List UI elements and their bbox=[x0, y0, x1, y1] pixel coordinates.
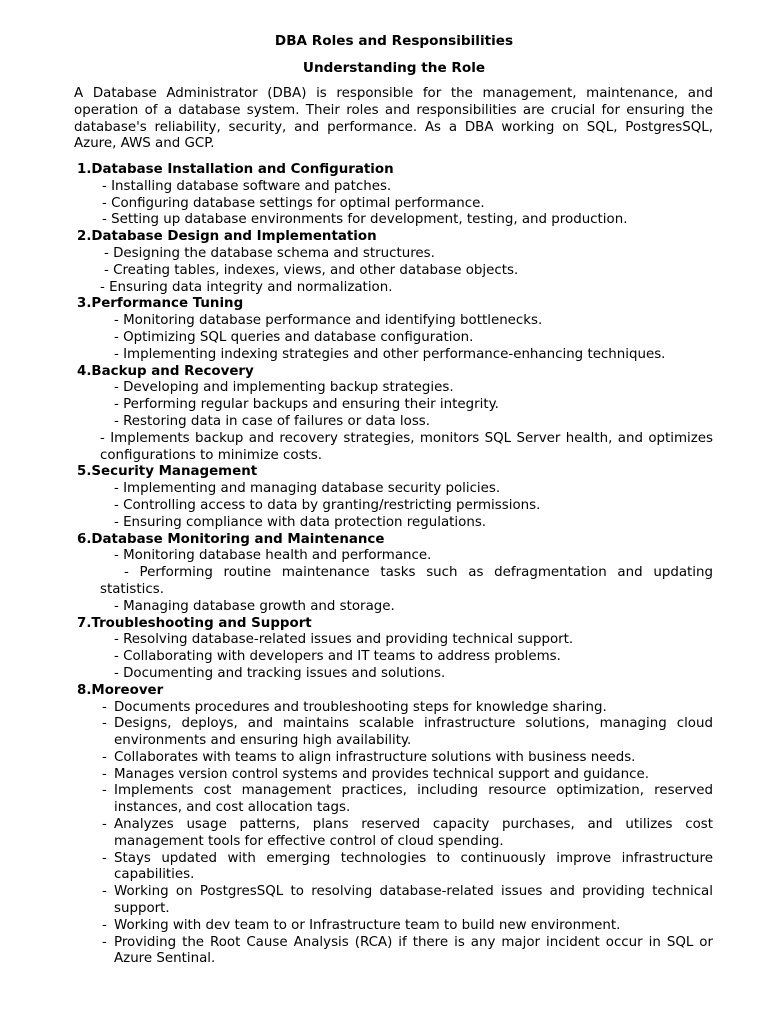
section-heading: 8.Moreover bbox=[77, 682, 164, 698]
list-item: - Ensuring compliance with data protection regulations. bbox=[114, 514, 487, 530]
list-item bbox=[102, 917, 713, 935]
list-item: - Ensuring data integrity and normalization. bbox=[100, 279, 393, 295]
bullet-dash: - bbox=[102, 850, 107, 866]
list-item bbox=[102, 749, 713, 767]
list-item: - Developing and implementing backup strategies. bbox=[114, 380, 454, 396]
list-item: - Resolving database-related issues and providing technical support. bbox=[114, 632, 574, 648]
list-item: - Monitoring database performance and identifying bottlenecks. bbox=[114, 313, 543, 329]
document-title: DBA Roles and Responsibilities bbox=[274, 33, 514, 49]
list-item: - Performing routine maintenance tasks such as defragmentation and updating statistics. bbox=[100, 565, 713, 597]
list-item-text: Collaborates with teams to align infrastructure solutions with business needs. bbox=[114, 749, 636, 765]
section-3 bbox=[0, 296, 768, 363]
list-item: - Documenting and tracking issues and solutions. bbox=[114, 665, 446, 681]
section-heading: 1.Database Installation and Configuration bbox=[77, 162, 394, 177]
section-heading: 4.Backup and Recovery bbox=[77, 363, 254, 379]
section-2 bbox=[0, 229, 768, 296]
list-item-text: Providing the Root Cause Analysis (RCA) if there is any major incident occur in SQL or Azure Sentinal. bbox=[114, 934, 713, 967]
section-6 bbox=[0, 532, 768, 616]
section-heading: 3.Performance Tuning bbox=[77, 296, 244, 312]
list-item: - Implements backup and recovery strategies, monitors SQL Server health, and optimizes configurations to minimize costs. bbox=[100, 430, 713, 463]
list-item: - Setting up database environments for development, testing, and production. bbox=[102, 212, 628, 228]
section-heading: 7.Troubleshooting and Support bbox=[77, 615, 312, 631]
list-item: - Creating tables, indexes, views, and other database objects. bbox=[104, 262, 519, 278]
bullet-dash: - bbox=[102, 917, 107, 933]
bullet-dash: - bbox=[102, 749, 107, 765]
list-item: - Controlling access to data by granting/restricting permissions. bbox=[114, 497, 541, 513]
list-item bbox=[102, 783, 713, 817]
list-item bbox=[102, 884, 713, 918]
bullet-dash: - bbox=[102, 783, 107, 799]
list-item-text: Manages version control systems and provides technical support and guidance. bbox=[114, 766, 649, 782]
list-item bbox=[102, 850, 713, 885]
list-item: - Managing database growth and storage. bbox=[114, 598, 395, 614]
section-heading: 5.Security Management bbox=[77, 464, 258, 480]
list-item: - Installing database software and patches. bbox=[102, 178, 392, 194]
list-item bbox=[102, 716, 713, 750]
list-item-text: Analyzes usage patterns, plans reserved capacity purchases, and utilizes cost management tools for effective control of cloud spending. bbox=[114, 817, 713, 849]
list-item-text: Designs, deploys, and maintains scalable infrastructure solutions, managing cloud environments and ensuring high availability. bbox=[114, 716, 713, 749]
section-1 bbox=[0, 162, 768, 229]
bullet-dash: - bbox=[102, 716, 107, 732]
list-item: - Restoring data in case of failures or data loss. bbox=[114, 413, 431, 429]
list-item-text: Working on PostgresSQL to resolving database-related issues and providing technical support. bbox=[114, 884, 713, 917]
list-item bbox=[102, 699, 713, 717]
section-5 bbox=[0, 464, 768, 531]
bullet-dash: - bbox=[102, 934, 107, 950]
list-item: - Monitoring database health and performance. bbox=[114, 548, 432, 564]
list-item: - Collaborating with developers and IT teams to address problems. bbox=[114, 649, 561, 665]
section-4 bbox=[0, 364, 768, 465]
list-item bbox=[102, 766, 713, 784]
intro-paragraph: A Database Administrator (DBA) is responsible for the management, maintenance, and operation of a database system. Their roles and responsibilities are crucial for ensuring the database's reliability, security, and performance. As a DBA working on SQL, PostgresSQL, Azure, AWS and GCP. bbox=[74, 86, 713, 152]
sections-list bbox=[0, 162, 768, 968]
list-item: - Performing regular backups and ensuring their integrity. bbox=[114, 397, 499, 413]
list-item bbox=[102, 934, 713, 969]
list-item-text: Working with dev team to or Infrastructure team to build new environment. bbox=[114, 917, 621, 933]
section-7 bbox=[0, 616, 768, 683]
bullet-dash: - bbox=[102, 699, 107, 715]
bullet-dash: - bbox=[102, 766, 107, 782]
section-heading: 2.Database Design and Implementation bbox=[77, 229, 377, 245]
list-item: - Implementing and managing database security policies. bbox=[114, 481, 501, 497]
document-subtitle: Understanding the Role bbox=[302, 60, 486, 76]
bullet-dash: - bbox=[102, 884, 107, 900]
list-item: - Optimizing SQL queries and database configuration. bbox=[114, 329, 474, 345]
list-item: - Configuring database settings for optimal performance. bbox=[102, 195, 485, 211]
section-8 bbox=[0, 683, 768, 969]
list-item-text: Stays updated with emerging technologies to continuously improve infrastructure capabilities. bbox=[114, 850, 713, 883]
section-heading: 6.Database Monitoring and Maintenance bbox=[77, 531, 385, 547]
list-item: - Designing the database schema and structures. bbox=[104, 245, 435, 261]
list-item bbox=[102, 817, 713, 851]
list-item: - Implementing indexing strategies and other performance-enhancing techniques. bbox=[114, 346, 666, 362]
bullet-dash: - bbox=[102, 817, 107, 833]
list-item-text: Documents procedures and troubleshooting steps for knowledge sharing. bbox=[114, 699, 607, 715]
list-item-text: Implements cost management practices, including resource optimization, reserved instances, and cost allocation tags. bbox=[114, 783, 713, 816]
